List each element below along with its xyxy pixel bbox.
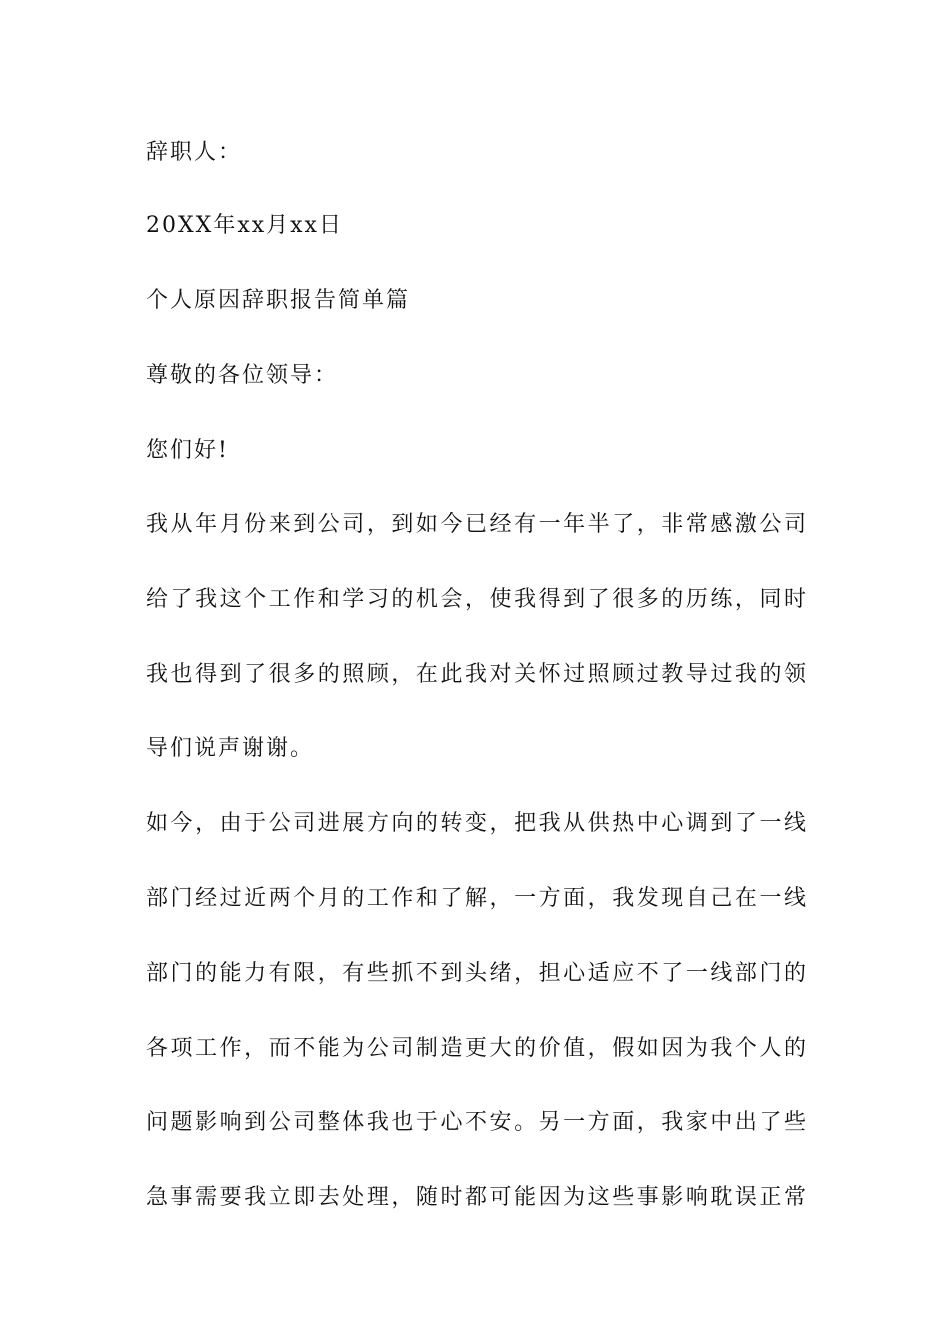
paragraph-line: 导们说声谢谢。 — [146, 736, 315, 761]
paragraph-line: 如今，由于公司进展方向的转变，把我从供热中心调到了一线 — [146, 811, 806, 836]
paragraph-line: 我也得到了很多的照顾，在此我对关怀过照顾过教导过我的领 — [146, 662, 806, 687]
signer-label: 辞职人： — [146, 140, 243, 165]
salutation: 尊敬的各位领导： — [146, 363, 339, 388]
date-line: 20XX年xx月xx日 — [146, 213, 343, 238]
paragraph-line: 问题影响到公司整体我也于心不安。另一方面，我家中出了些 — [146, 1110, 806, 1135]
paragraph-line: 各项工作，而不能为公司制造更大的价值，假如因为我个人的 — [146, 1036, 806, 1061]
paragraph-line: 我从年月份来到公司，到如今已经有一年半了，非常感激公司 — [146, 512, 806, 537]
paragraph-line: 急事需要我立即去处理，随时都可能因为这些事影响耽误正常 — [146, 1185, 806, 1210]
section-title: 个人原因辞职报告简单篇 — [146, 288, 411, 313]
greeting: 您们好! — [146, 438, 229, 463]
paragraph-line: 部门经过近两个月的工作和了解，一方面，我发现自己在一线 — [146, 886, 806, 911]
paragraph-line: 给了我这个工作和学习的机会，使我得到了很多的历练，同时 — [146, 587, 806, 612]
paragraph-line: 部门的能力有限，有些抓不到头绪，担心适应不了一线部门的 — [146, 961, 806, 986]
